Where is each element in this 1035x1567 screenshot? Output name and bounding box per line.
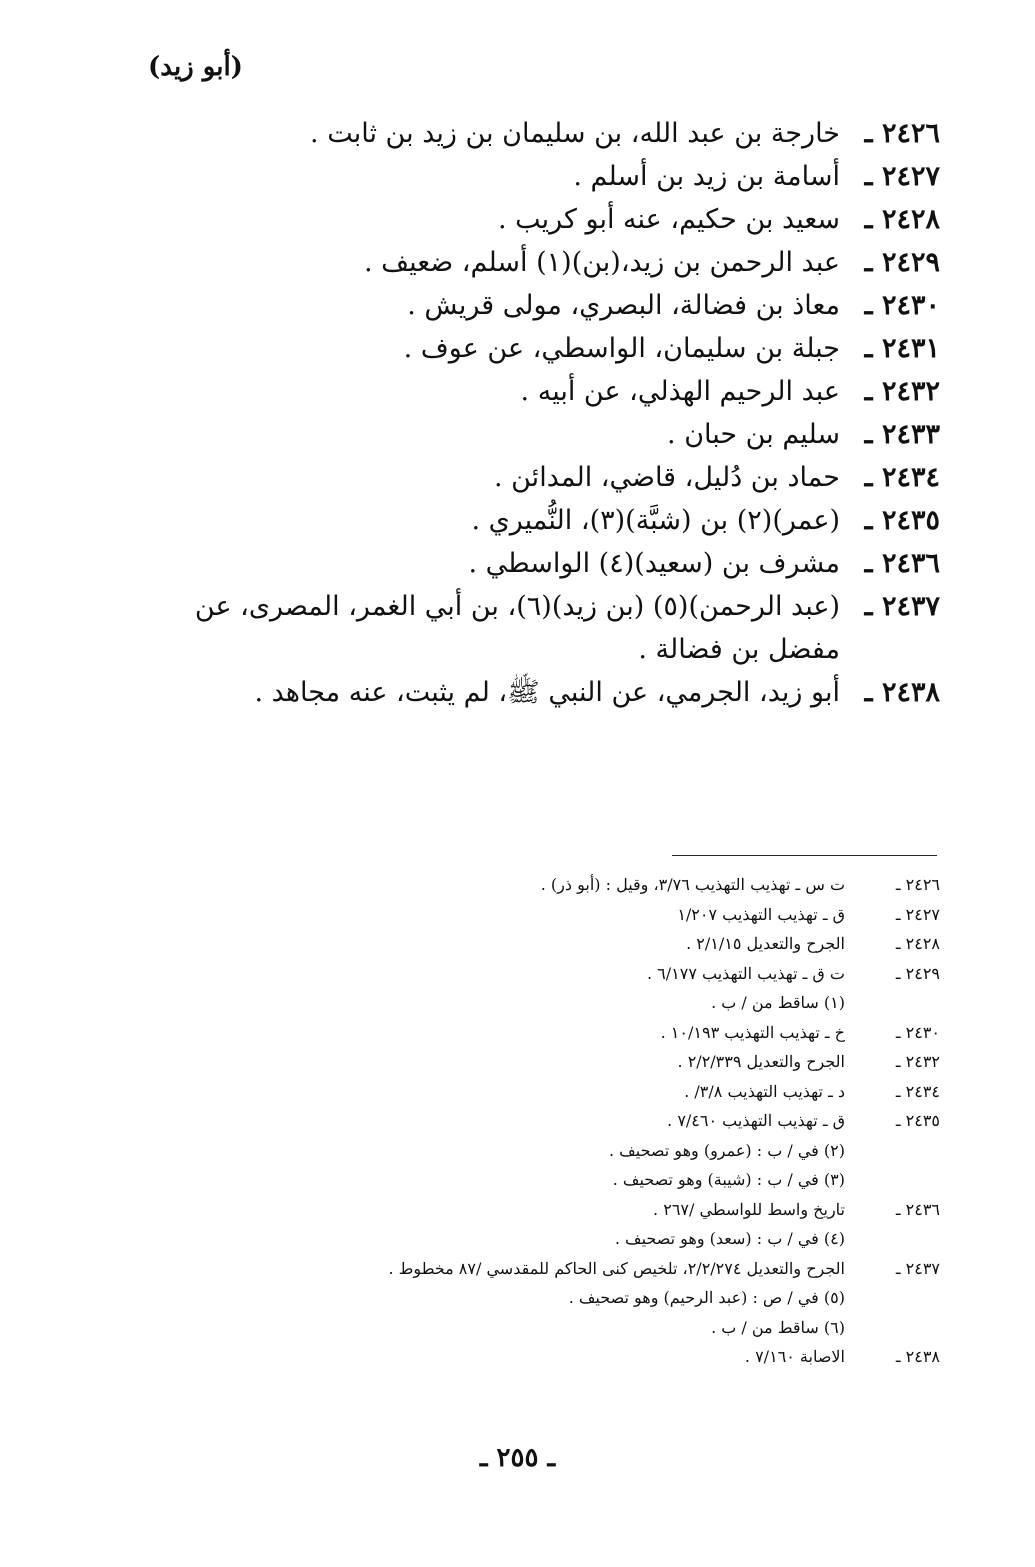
footnote-text: الاصابة ٧/١٦٠ . bbox=[744, 1347, 845, 1366]
entry-2435 bbox=[140, 499, 940, 542]
entry-2434 bbox=[140, 456, 940, 499]
footnote-number: ٢٤٢٩ ـ bbox=[895, 963, 940, 983]
footnote-2426 bbox=[300, 870, 940, 900]
entry-number: ٢٤٣٤ ـ bbox=[864, 462, 940, 493]
footnote-text: (٣) في / ب : (شيبة) وهو تصحيف . bbox=[612, 1170, 845, 1189]
entry-2437 bbox=[140, 585, 940, 671]
entry-2438 bbox=[140, 671, 940, 714]
footnote-2429 bbox=[300, 959, 940, 989]
entry-number: ٢٤٣٨ ـ bbox=[864, 677, 940, 708]
footnote-text: خ ـ تهذيب التهذيب ١٠/١٩٣ . bbox=[660, 1022, 845, 1042]
entry-text: سعيد بن حكيم، عنه أبو كريب . bbox=[497, 204, 840, 235]
entry-2436 bbox=[140, 542, 940, 585]
footnote-number bbox=[845, 1313, 940, 1343]
entry-number: ٢٤٢٦ ـ bbox=[864, 118, 940, 149]
running-header: (أبو زيد) bbox=[148, 52, 243, 82]
entry-text: جبلة بن سليمان، الواسطي، عن عوف . bbox=[403, 333, 840, 364]
entry-text: أبو زيد، الجرمي، عن النبي ﷺ، لم يثبت، عنه مجاهد . bbox=[254, 677, 840, 708]
footnote-number: ٢٤٢٦ ـ bbox=[895, 875, 940, 894]
entry-number: ٢٤٣٦ ـ bbox=[864, 548, 940, 579]
footnote-text: (٤) في / ب : (سعد) وهو تصحيف . bbox=[614, 1229, 845, 1248]
entry-number: ٢٤٢٧ ـ bbox=[864, 161, 940, 192]
footnote-number bbox=[845, 1136, 940, 1166]
footnote-number: ٢٤٣٥ ـ bbox=[895, 1111, 940, 1130]
entry-number: ٢٤٢٨ ـ bbox=[864, 204, 940, 235]
footnote-text: (٢) في / ب : (عمرو) وهو تصحيف . bbox=[609, 1140, 845, 1160]
entry-text: عبد الرحمن بن زيد،(بن)(١) أسلم، ضعيف . bbox=[363, 247, 840, 278]
entry-text: معاذ بن فضالة، البصري، مولى قريش . bbox=[407, 290, 840, 321]
entry-text: أسامة بن زيد بن أسلم . bbox=[573, 161, 840, 192]
entry-2427 bbox=[140, 155, 940, 198]
footnote-text: (١) ساقط من / ب . bbox=[711, 993, 845, 1012]
footnote-text: ت ق ـ تهذيب التهذيب ٦/١٧٧ . bbox=[646, 963, 845, 983]
footnote-variant-4 bbox=[300, 1224, 940, 1254]
entry-number: ٢٤٣٢ ـ bbox=[864, 376, 940, 407]
entry-number: ٢٤٣٥ ـ bbox=[864, 505, 940, 536]
entry-number: ٢٤٣٣ ـ bbox=[864, 419, 940, 450]
footnote-2436 bbox=[300, 1195, 940, 1225]
footnote-text: (٥) في / ص : (عبد الرحيم) وهو تصحيف . bbox=[568, 1288, 845, 1307]
entry-text: مشرف بن (سعيد)(٤) الواسطي . bbox=[468, 548, 840, 579]
footnote-2430 bbox=[300, 1018, 940, 1048]
footnote-variant-2 bbox=[300, 1136, 940, 1166]
entry-number: ٢٤٣٠ ـ bbox=[864, 290, 940, 321]
footnote-number: ٢٤٣٦ ـ bbox=[895, 1199, 940, 1219]
page-number: ـ ٢٥٥ ـ bbox=[479, 1443, 556, 1473]
entry-text: (عبد الرحمن)(٥) (بن زيد)(٦)، بن أبي الغمر، المصرى، عن مفضل بن فضالة . bbox=[194, 591, 840, 665]
entry-2429 bbox=[140, 241, 940, 284]
footnote-2428 bbox=[300, 929, 940, 959]
footnote-text: الجرح والتعديل ٢/٢/٣٣٩ . bbox=[677, 1052, 845, 1071]
entry-text: سليم بن حبان . bbox=[667, 419, 840, 450]
entry-number: ٢٤٢٩ ـ bbox=[864, 247, 940, 278]
entry-text: خارجة بن عبد الله، بن سليمان بن زيد بن ثابت . bbox=[310, 118, 840, 149]
footnote-number bbox=[845, 988, 940, 1018]
entry-2426 bbox=[140, 112, 940, 155]
entries-list bbox=[140, 112, 940, 714]
footnote-number bbox=[845, 1283, 940, 1313]
footnote-variant-3 bbox=[300, 1165, 940, 1195]
entry-text: حماد بن دُليل، قاضي، المدائن . bbox=[493, 462, 840, 493]
footnote-text: الجرح والتعديل ٢/١/١٥ . bbox=[686, 934, 845, 953]
entry-text: عبد الرحيم الهذلي، عن أبيه . bbox=[520, 376, 840, 407]
footnote-variant-1 bbox=[300, 988, 940, 1018]
footnote-number: ٢٤٣٠ ـ bbox=[895, 1022, 940, 1042]
footnote-2427 bbox=[300, 900, 940, 930]
footnote-divider bbox=[672, 855, 937, 856]
footnote-number: ٢٤٣٧ ـ bbox=[895, 1258, 940, 1278]
footnote-number: ٢٤٣٢ ـ bbox=[895, 1052, 940, 1071]
entry-2428 bbox=[140, 198, 940, 241]
footnote-text: (٦) ساقط من / ب . bbox=[711, 1317, 845, 1337]
entry-number: ٢٤٣٧ ـ bbox=[864, 591, 940, 622]
entry-2431 bbox=[140, 327, 940, 370]
entry-number: ٢٤٣١ ـ bbox=[864, 333, 940, 364]
footnote-number: ٢٤٣٤ ـ bbox=[895, 1081, 940, 1101]
entry-2432 bbox=[140, 370, 940, 413]
footnote-number: ٢٤٢٨ ـ bbox=[895, 934, 940, 953]
footnote-text: ت س ـ تهذيب التهذيب ٣/٧٦، وقيل : (أبو ذر) . bbox=[540, 875, 845, 894]
footnote-text: د ـ تهذيب التهذيب ٣/٨/ . bbox=[684, 1081, 845, 1101]
footnote-2434 bbox=[300, 1077, 940, 1107]
entry-text: (عمر)(٢) بن (شبَّة)(٣)، النُّميري . bbox=[471, 505, 840, 536]
footnote-2437 bbox=[300, 1254, 940, 1284]
entry-2430 bbox=[140, 284, 940, 327]
footnote-number bbox=[845, 1165, 940, 1195]
footnote-text: ق ـ تهذيب التهذيب ١/٢٠٧ bbox=[677, 904, 845, 924]
footnote-2438 bbox=[300, 1342, 940, 1372]
footnote-number bbox=[845, 1224, 940, 1254]
footnote-number: ٢٤٢٧ ـ bbox=[895, 904, 940, 924]
footnotes-list bbox=[300, 870, 940, 1372]
footnote-variant-6 bbox=[300, 1313, 940, 1343]
footnote-2432 bbox=[300, 1047, 940, 1077]
footnote-2435 bbox=[300, 1106, 940, 1136]
footnote-text: الجرح والتعديل ٢/٢/٢٧٤، تلخيص كنى الحاكم للمقدسي /٨٧ مخطوط . bbox=[388, 1258, 845, 1278]
footnote-variant-5 bbox=[300, 1283, 940, 1313]
entry-2433 bbox=[140, 413, 940, 456]
footnote-text: ق ـ تهذيب التهذيب ٧/٤٦٠ . bbox=[667, 1111, 845, 1130]
footnote-number: ٢٤٣٨ ـ bbox=[895, 1347, 940, 1366]
footnote-text: تاريخ واسط للواسطي /٢٦٧ . bbox=[653, 1199, 845, 1219]
